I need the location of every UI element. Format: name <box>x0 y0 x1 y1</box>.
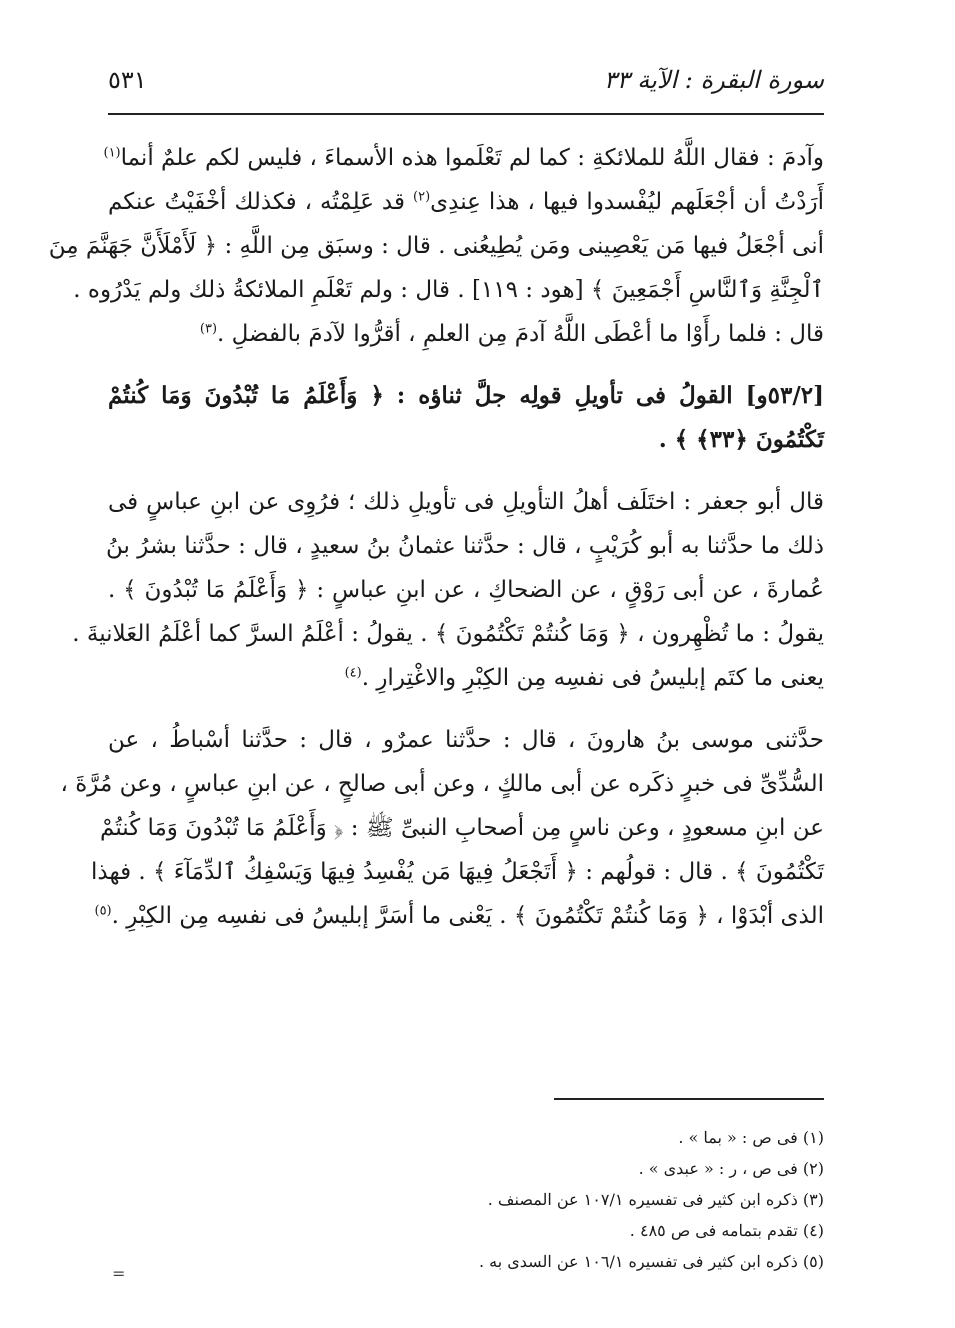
text-line: أَرَدْتُ أن أجْعَلَهم ليُفْسدوا فيها ، هذا عِندِى$^{(٢)}$ قد عَلِمْتُه ، فكذلك أخْفَيْتُ عنكم <box>108 189 824 215</box>
footnote-ref: (٤) <box>344 665 362 681</box>
text-line: حدَّثنى موسى بنُ هارونَ ، قال : حدَّثنا عمرٌو ، قال : حدَّثنا أسْباطُ ، عن <box>108 727 824 753</box>
text-line: تَكْتُمُونَ ﴾ . قال : قولُهم : ﴿ أَتَجْعَلُ فِيهَا مَن يُفْسِدُ فِيهَا وَيَسْفِكُ ٱلدِّمَآءَ ﴾ . فهذا <box>91 859 824 885</box>
footnote-ref: (٣) <box>199 321 218 337</box>
footnote-rule <box>554 1098 824 1100</box>
text-line: السُّدِّىِّ فى خبرٍ ذكَره عن أبى مالكٍ ، وعن أبى صالحٍ ، عن ابنِ عباسٍ ، وعن مُرَّةَ ، <box>60 771 824 797</box>
text-line: عن ابنِ مسعودٍ ، وعن ناسٍ مِن أصحابِ النبىِّ ﷺ : ﴿ وَأَعْلَمُ مَا تُبْدُونَ وَمَا كُنتُمْ <box>100 815 824 841</box>
footnote-4: (٤) تقدم بتمامه فى ص ٤٨٥ . <box>629 1221 824 1240</box>
main-text <box>48 136 824 956</box>
paragraph-1 <box>48 136 824 356</box>
text-line: ٱلْجِنَّةِ وَٱلنَّاسِ أَجْمَعِينَ ﴾ [هود : ١١٩] . قال : ولم تَعْلَمِ الملائكةُ ذلك ولم يَدْرُوه . <box>73 277 824 303</box>
paragraph-2 <box>72 480 824 700</box>
running-head <box>108 66 824 106</box>
heading-line: [٥٣/٢و] القولُ فى تأويلِ قولِه جلَّ ثناؤه : ﴿ وَأَعْلَمُ مَا تُبْدُونَ وَمَا كُنتُمْ <box>108 382 824 409</box>
section-heading <box>108 374 824 462</box>
footnote-ref: (٢) <box>413 189 431 205</box>
footnote-2: (٢) فى ص ، ر : « عبدى » . <box>638 1159 824 1178</box>
footnote-ref: (٥) <box>94 903 112 919</box>
header-rule <box>108 113 824 115</box>
footnote-ref: (١) <box>103 145 121 161</box>
text-line: قال : فلما رأَوْا ما أعْطَى اللَّهُ آدمَ مِن العلمِ ، أقرُّوا لآدمَ بالفضلِ .$^{(٣)}$ <box>199 321 824 347</box>
text-line: قال أبو جعفر : اختَلَف أهلُ التأويلِ فى تأويلِ ذلك ؛ فرُوِى عن ابنِ عباسٍ فى <box>108 489 824 515</box>
heading-line: تَكْتُمُونَ ﴿٣٣﴾ ﴾ . <box>658 426 824 453</box>
text-line: وآدمَ : فقال اللَّهُ للملائكةِ : كما لم تَعْلَموا هذه الأسماءَ ، فليس لكم علمٌ أنما$^{(١)}$ <box>103 145 824 171</box>
margin-mark: = <box>112 1264 126 1283</box>
page-number: ٥٣١ <box>108 66 147 94</box>
text-line: الذى أبْدَوْا ، ﴿ وَمَا كُنتُمْ تَكْتُمُونَ ﴾ . يَعْنى ما أسَرَّ إبليسُ فى نفسِه مِن الكِبْرِ .$^{(٥)}$ <box>94 903 824 929</box>
footnote-3: (٣) ذكره ابن كثير فى تفسيره ١٠٧/١ عن المصنف . <box>487 1190 824 1209</box>
text-line: يعنى ما كتَم إبليسُ فى نفسِه مِن الكِبْرِ والاغْتِرارِ .$^{(٤)}$ <box>344 665 824 691</box>
running-head-title: سورة البقرة : الآية ٣٣ <box>603 66 824 94</box>
footnote-5: (٥) ذكره ابن كثير فى تفسيره ١٠٦/١ عن السدى به . <box>478 1252 824 1271</box>
text-line: أنى أجْعَلُ فيها مَن يَعْصِينى ومَن يُطِيعُنى . قال : وسبَق مِن اللَّهِ : ﴿ لَأَمْلَأَنَّ جَهَنَّمَ مِنَ <box>48 233 824 259</box>
footnotes <box>304 1122 824 1277</box>
paragraph-3 <box>60 718 824 938</box>
text-line: يقولُ : ما تُظْهِرون ، ﴿ وَمَا كُنتُمْ تَكْتُمُونَ ﴾ . يقولُ : أعْلَمُ السرَّ كما أعْلَمُ العَلانيةَ . <box>72 621 824 647</box>
text-line: عُمارةَ ، عن أبى رَوْقٍ ، عن الضحاكِ ، عن ابنِ عباسٍ : ﴿ وَأَعْلَمُ مَا تُبْدُونَ ﴾ . <box>108 577 824 603</box>
text-line: ذلك ما حدَّثنا به أبو كُرَيْبٍ ، قال : حدَّثنا عثمانُ بنُ سعيدٍ ، قال : حدَّثنا بشرُ بنُ <box>106 533 824 559</box>
footnote-1: (١) فى ص : « بما » . <box>678 1128 824 1147</box>
